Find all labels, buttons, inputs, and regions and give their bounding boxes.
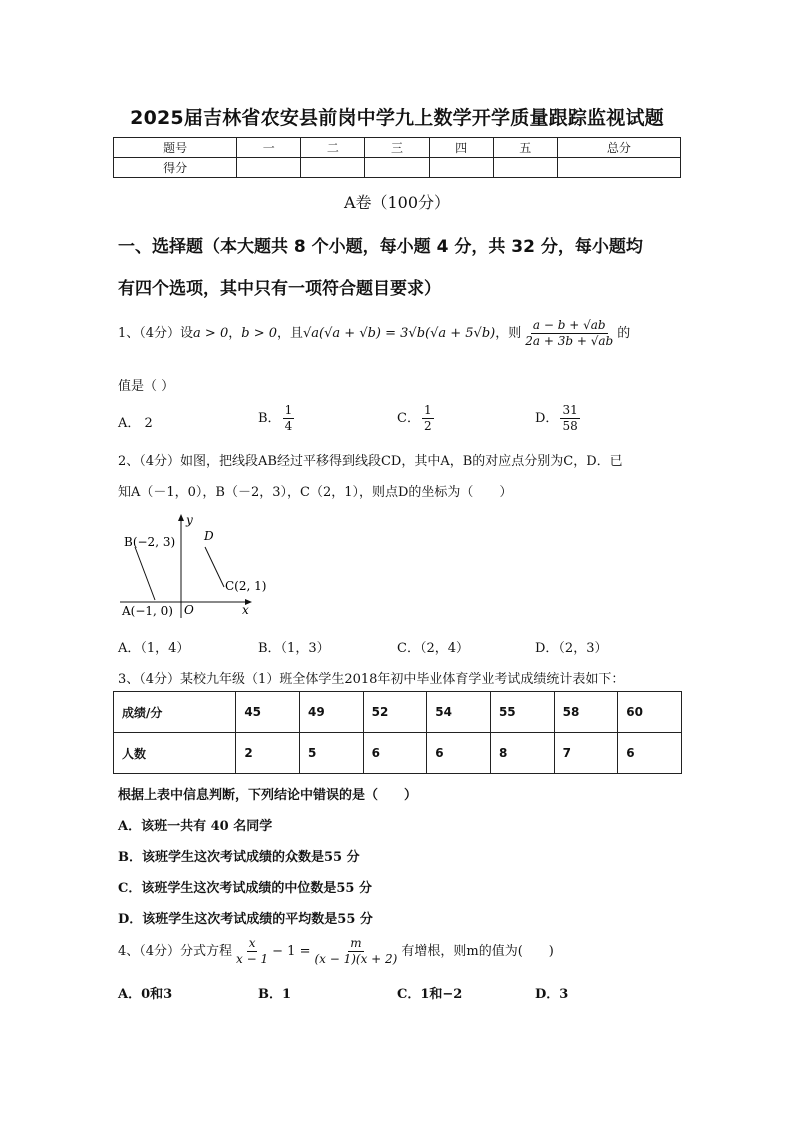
question-4 [118,936,554,967]
option-label: B． [258,411,281,426]
score-input-cell [301,158,365,178]
score-cell: 一 [237,138,301,158]
fraction-numerator: x [248,936,256,950]
fraction-numerator: 1 [423,403,432,417]
score-cell: 题号 [114,138,237,158]
q4-mid: − 1 = [272,944,311,959]
score-cell: 总分 [557,138,680,158]
option-label: D． [535,411,559,426]
q3-option-a: A．该班一共有 40 名同学 [118,819,273,834]
fraction-denominator: 2a + 3b + √ab [525,334,614,348]
score-input-cell [557,158,680,178]
option-fraction [283,403,295,434]
q1-condition-b: b > 0 [241,326,277,341]
fraction-denominator: (x − 1)(x + 2) [314,952,398,966]
stats-cell: 人数 [114,733,236,774]
q4-fraction-1 [234,936,270,967]
fraction-denominator: 4 [284,419,293,433]
stats-cell: 60 [618,692,682,733]
q3-stats-table [113,691,682,774]
score-input-cell [237,158,301,178]
y-axis-arrow [178,514,184,521]
score-cell: 四 [429,138,493,158]
stats-cell: 6 [618,733,682,774]
q4-option-d: D．3 [535,987,569,1002]
segment-cd [205,547,224,587]
stats-cell: 2 [236,733,300,774]
q1-condition-a: a > 0 [193,326,229,341]
q2-coordinate-figure [118,510,288,622]
q3-option-c: C．该班学生这次考试成绩的中位数是55 分 [118,881,372,896]
q3-option-b: B．该班学生这次考试成绩的众数是55 分 [118,850,360,865]
score-cell: 五 [493,138,557,158]
q1-line2: 值是（ ） [118,379,175,394]
stats-cell: 49 [299,692,363,733]
option-value: 2 [144,416,153,431]
fraction-denominator: x − 1 [236,952,269,966]
q1-then: ，则 [495,326,522,341]
q4-option-a: A．0和3 [118,987,173,1002]
fraction-numerator: a − b + √ab [532,318,606,332]
segment-ab [135,547,155,600]
section-heading-line2: 有四个选项，其中只有一项符合题目要求） [118,279,441,299]
label-c: C(2, 1) [225,579,267,593]
q4-option-b: B．1 [258,987,292,1002]
q2-option-a: A．（1，4） [118,641,190,656]
stats-cell: 54 [427,692,491,733]
stats-cell: 成绩/分 [114,692,236,733]
label-d: D [204,529,214,543]
stats-cell: 6 [363,733,427,774]
stats-cell: 8 [490,733,554,774]
option-label: A． [118,416,141,431]
q1-option-b [258,403,296,434]
option-fraction [422,403,434,434]
section-heading-line1: 一、选择题（本大题共 8 个小题，每小题 4 分，共 32 分，每小题均 [118,237,643,257]
label-o: O [184,603,194,617]
fraction-denominator: 58 [562,419,578,433]
question-3-prompt: 根据上表中信息判断，下列结论中错误的是（ ） [118,788,418,803]
fraction-numerator: 31 [562,403,578,417]
q1-mid: ，且 [277,326,304,341]
q4-suffix: 有增根，则m的值为( ) [401,944,554,959]
score-input-cell [429,158,493,178]
option-label: C． [397,411,420,426]
stats-cell: 5 [299,733,363,774]
q2-option-d: D．（2，3） [535,641,608,656]
score-cell: 三 [365,138,429,158]
q2-option-c: C．（2，4） [397,641,469,656]
question-1: 1、（4分）设a > 0，b > 0，且√a(√a + √b) = 3√b(√a + 5√b)，则 $\frac{a - b + √ab}{2a + 3b + √ab}$ 的 [118,318,631,348]
question-3-line1: 3、（4分）某校九年级（1）班全体学生2018年初中毕业体育学业考试成绩统计表如下： [118,672,625,687]
stats-cell: 58 [554,692,618,733]
q1-option-c [397,403,436,434]
question-2-line2: 知A（－1，0），B（－2，3），C（2，1），则点D的坐标为（ ） [118,485,513,500]
label-a: A(−1, 0) [122,604,173,618]
option-fraction [560,403,579,434]
stats-cell: 6 [427,733,491,774]
fraction-numerator: m [350,936,362,950]
q4-fraction-2 [312,936,399,967]
stats-cell: 7 [554,733,618,774]
score-cell: 得分 [114,158,237,178]
label-b: B(−2, 3) [124,535,176,549]
q3-option-d: D．该班学生这次考试成绩的平均数是55 分 [118,912,373,927]
score-cell: 二 [301,138,365,158]
q1-suffix: 的 [617,326,631,341]
volume-heading: A卷（100分） [343,193,451,212]
q1-prefix: 1、（4分）设 [118,326,194,341]
q1-fraction [523,318,615,349]
q1-option-d [535,403,582,434]
q4-prefix: 4、（4分）分式方程 [118,944,233,959]
page-title: 2025届吉林省农安县前岗中学九上数学开学质量跟踪监视试题 [130,107,664,129]
score-table-header-row [114,138,681,158]
score-table-score-row [114,158,681,178]
label-y: y [186,513,193,527]
fraction-denominator: 2 [423,419,432,433]
question-2-line1: 2、（4分）如图，把线段AB经过平移得到线段CD，其中A，B的对应点分别为C，D．已 [118,454,623,469]
stats-cell: 45 [236,692,300,733]
q1-option-a [118,412,153,431]
score-input-cell [493,158,557,178]
q2-option-b: B．（1，3） [258,641,330,656]
fraction-numerator: 1 [284,403,293,417]
stats-cell: 52 [363,692,427,733]
stats-score-row [114,692,682,733]
score-input-cell [365,158,429,178]
q4-option-c: C．1和−2 [397,987,463,1002]
score-table [113,137,681,178]
q1-equation: √a(√a + √b) = 3√b(√a + 5√b) [303,326,496,341]
label-x: x [242,603,249,617]
stats-count-row [114,733,682,774]
stats-cell: 55 [490,692,554,733]
